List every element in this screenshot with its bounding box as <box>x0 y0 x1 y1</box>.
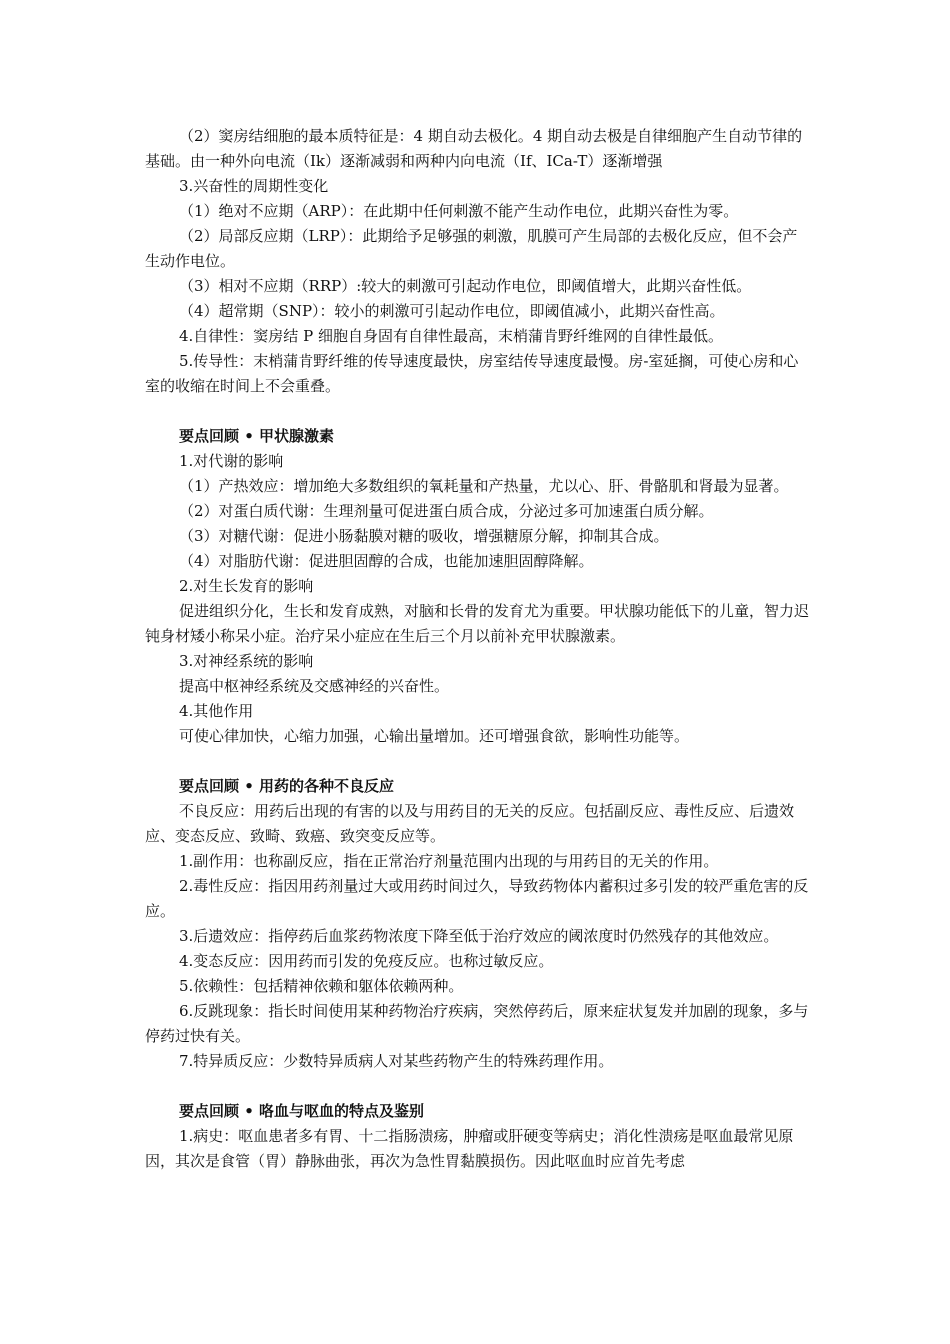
paragraph: （4）对脂肪代谢：促进胆固醇的合成，也能加速胆固醇降解。 <box>179 552 594 570</box>
paragraph: 不良反应：用药后出现的有害的以及与用药目的无关的反应。包括副反应、毒性反应、后遗效应、变态反应、致畸、致癌、致突变反应等。 <box>145 802 795 845</box>
spacer <box>145 749 810 774</box>
paragraph: 提高中枢神经系统及交感神经的兴奋性。 <box>179 677 450 695</box>
paragraph: 3.后遗效应：指停药后血浆药物浓度下降至低于治疗效应的阈浓度时仍然残存的其他效应。 <box>179 927 779 945</box>
paragraph: 2.对生长发育的影响 <box>179 577 314 595</box>
paragraph: （3）相对不应期（RRP）:较大的刺激可引起动作电位，即阈值增大，此期兴奋性低。 <box>179 277 752 295</box>
paragraph: 5.传导性：末梢蒲肯野纤维的传导速度最快，房室结传导速度最慢。房-室延搁，可使心房和心室的收缩在时间上不会重叠。 <box>145 352 799 395</box>
paragraph: 3.对神经系统的影响 <box>179 652 314 670</box>
paragraph: （3）对糖代谢：促进小肠黏膜对糖的吸收，增强糖原分解，抑制其合成。 <box>179 527 669 545</box>
document-page <box>145 124 810 1174</box>
section-heading: 要点回顾 • 甲状腺激素 <box>179 427 335 445</box>
paragraph: （2）局部反应期（LRP）：此期给予足够强的刺激，肌膜可产生局部的去极化反应，但不会产生动作电位。 <box>145 227 798 270</box>
paragraph: 4.其他作用 <box>179 702 254 720</box>
spacer <box>145 1074 810 1099</box>
paragraph: （1）绝对不应期（ARP）：在此期中任何刺激不能产生动作电位，此期兴奋性为零。 <box>179 202 739 220</box>
paragraph: 4.自律性：窦房结 P 细胞自身固有自律性最高，末梢蒲肯野纤维网的自律性最低。 <box>179 327 723 345</box>
paragraph: 可使心律加快，心缩力加强，心输出量增加。还可增强食欲，影响性功能等。 <box>179 727 690 745</box>
paragraph: （4）超常期（SNP）：较小的刺激可引起动作电位，即阈值减小，此期兴奋性高。 <box>179 302 725 320</box>
paragraph: 5.依赖性：包括精神依赖和躯体依赖两种。 <box>179 977 464 995</box>
paragraph: （1）产热效应：增加绝大多数组织的氧耗量和产热量，尤以心、肝、骨骼肌和肾最为显著。 <box>179 477 789 495</box>
paragraph: 1.副作用：也称副反应，指在正常治疗剂量范围内出现的与用药目的无关的作用。 <box>179 852 719 870</box>
paragraph: 促进组织分化，生长和发育成熟，对脑和长骨的发育尤为重要。甲状腺功能低下的儿童，智力迟钝身材矮小称呆小症。治疗呆小症应在生后三个月以前补充甲状腺激素。 <box>145 602 810 645</box>
paragraph: 1.对代谢的影响 <box>179 452 284 470</box>
paragraph: 6.反跳现象：指长时间使用某种药物治疗疾病，突然停药后，原来症状复发并加剧的现象，多与停药过快有关。 <box>145 1002 809 1045</box>
paragraph: 7.特异质反应：少数特异质病人对某些药物产生的特殊药理作用。 <box>179 1052 614 1070</box>
paragraph: 2.毒性反应：指因用药剂量过大或用药时间过久，导致药物体内蓄积过多引发的较严重危害的反应。 <box>145 877 809 920</box>
section-heading: 要点回顾 • 咯血与呕血的特点及鉴别 <box>179 1102 425 1120</box>
paragraph: （2）窦房结细胞的最本质特征是：4 期自动去极化。4 期自动去极是自律细胞产生自动节律的基础。由一种外向电流（Ik）逐渐减弱和两种内向电流（If、ICa-T）逐渐增强 <box>145 127 803 170</box>
paragraph: 3.兴奋性的周期性变化 <box>179 177 329 195</box>
paragraph: 4.变态反应：因用药而引发的免疫反应。也称过敏反应。 <box>179 952 554 970</box>
spacer <box>145 399 810 424</box>
section-heading: 要点回顾 • 用药的各种不良反应 <box>179 777 395 795</box>
paragraph: （2）对蛋白质代谢：生理剂量可促进蛋白质合成，分泌过多可加速蛋白质分解。 <box>179 502 714 520</box>
paragraph: 1.病史：呕血患者多有胃、十二指肠溃疡，肿瘤或肝硬变等病史；消化性溃疡是呕血最常见原因，其次是食管（胃）静脉曲张，再次为急性胃黏膜损伤。因此呕血时应首先考虑 <box>145 1127 794 1170</box>
